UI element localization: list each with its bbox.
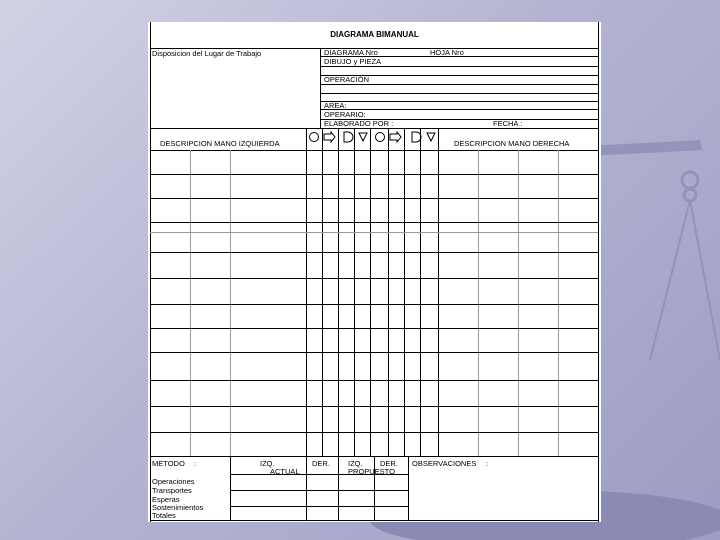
- dibujo-label: DIBUJO y PIEZA: [324, 57, 382, 66]
- footer-row-operaciones: Operaciones: [152, 477, 195, 486]
- disposicion-label: Disposicion del Lugar de Trabajo: [152, 49, 262, 58]
- area-label: AREA:: [324, 101, 347, 110]
- actual-label: ACTUAL: [270, 467, 300, 476]
- fecha-label: FECHA :: [493, 119, 523, 128]
- form-title: DIAGRAMA BIMANUAL: [330, 30, 419, 39]
- delay-d-icon: [344, 132, 353, 142]
- operacion-label: OPERACIÓN: [324, 75, 370, 84]
- footer-row-transportes: Transportes: [152, 486, 192, 495]
- operation-circle-icon-2: [376, 133, 385, 142]
- diagrama-nro-label: DIAGRAMA Nro: [324, 48, 378, 57]
- storage-triangle-icon-2: [427, 133, 435, 141]
- transport-arrow-icon: [324, 132, 335, 142]
- hoja-nro-label: HOJA Nro: [430, 48, 464, 57]
- izq-propuesto-label: IZQ.: [348, 459, 363, 468]
- storage-triangle-icon: [359, 133, 367, 141]
- footer-row-esperas: Esperas: [152, 495, 180, 504]
- der-propuesto-label: DER.: [380, 459, 398, 468]
- operario-label: OPERARIO:: [324, 110, 366, 119]
- izq-actual-label: IZQ.: [260, 459, 275, 468]
- operation-circle-icon: [310, 133, 319, 142]
- col-mano-izquierda: DESCRIPCION MANO IZQUIERDA: [160, 139, 280, 148]
- observaciones-label: OBSERVACIONES: [412, 459, 477, 468]
- der-actual-label: DER.: [312, 459, 330, 468]
- process-symbols: [306, 131, 446, 145]
- col-mano-derecha: DESCRIPCION MANO DERECHA: [454, 139, 570, 148]
- footer-row-sostenimientos: Sostenimientos: [152, 503, 204, 512]
- transport-arrow-icon-2: [390, 132, 401, 142]
- metodo-label: METODO: [152, 459, 185, 468]
- elaborado-label: ELABORADO POR :: [324, 119, 394, 128]
- diagrama-bimanual-form: DIAGRAMA BIMANUAL Disposicion del Lugar de Trabajo DIAGRAMA Nro HOJA Nro DIBUJO y PIEZA OPERACIÓN AREA: OPERARIO: ELABORADO POR : FECHA : DESCRIPCION MANO IZQUIERDA DESCRIPCION MANO DERECHA METODO : IZQ. ACTUAL DER. IZQ. DER. PROPUESTO OBSERVACIONES : Operaciones Transportes Esperas Sostenimientos Totales: [148, 22, 601, 522]
- propuesto-label: PROPUESTO: [348, 467, 395, 476]
- footer-row-totales: Totales: [152, 511, 176, 520]
